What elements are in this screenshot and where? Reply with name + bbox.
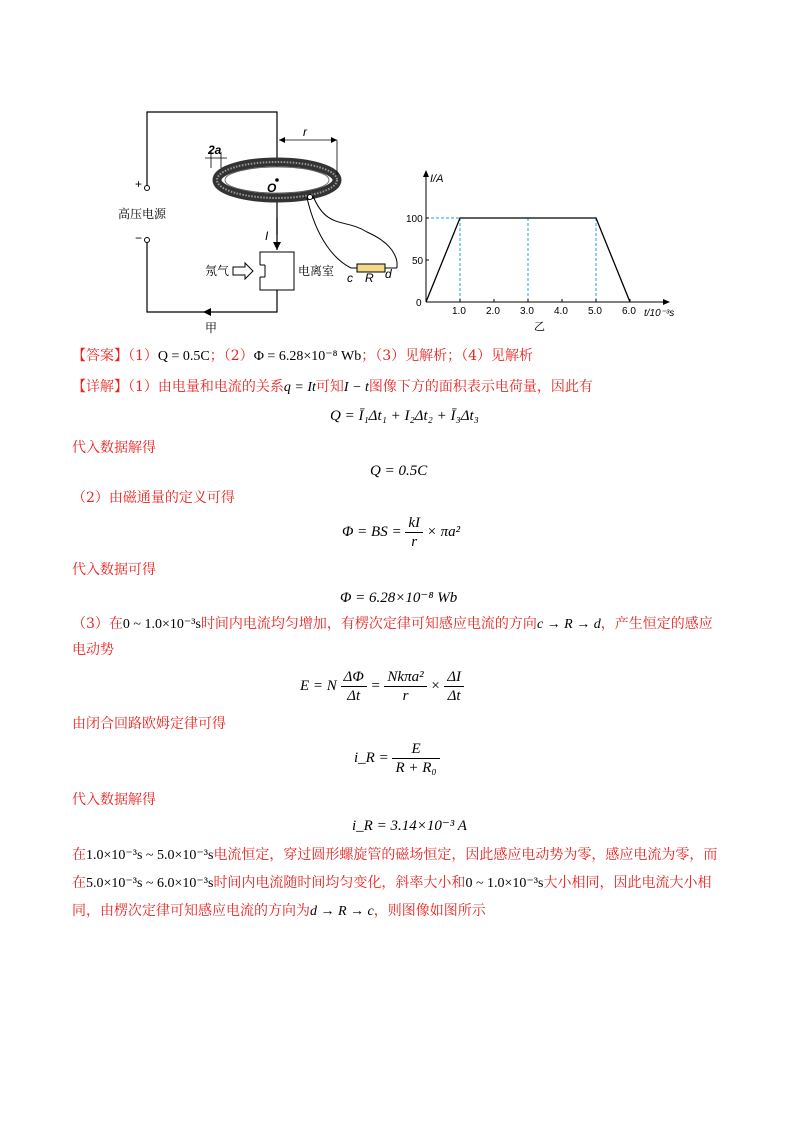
power-supply-label: 高压电源 — [118, 207, 167, 221]
equation-Q-result: Q = 0.5C — [370, 463, 428, 479]
substitute-label-1: 代入数据解得 — [72, 440, 156, 456]
y-axis-arrow — [423, 170, 429, 177]
gas-inlet-arrow — [233, 263, 253, 279]
detail-line-1: 【详解】（1）由电量和电流的关系q = It可知I − t图像下方的面积表示电荷量，因此有 — [72, 379, 593, 395]
minus-sign: − — [135, 231, 143, 245]
figure-jia-circuit — [105, 100, 405, 335]
paragraph-line-2: 在5.0×10⁻³s ~ 6.0×10⁻³s时间内电流随时间均匀变化，斜率大小和0 ~ 1.0×10⁻³s大小相同，因此电流大小相 — [72, 875, 712, 891]
answer-line: 【答案】（1）Q = 0.5C；（2）Φ = 6.28×10⁻⁸ Wb；（3）见解析；（4）见解析 — [72, 348, 534, 364]
detail-line-2: （2）由磁通量的定义可得 — [72, 490, 235, 506]
equation-emf: E = N $\frac{\Delta\Phi}{\Delta t}$ = $\frac{\text{Nkπa²}}{r}$ × $\frac{\Delta I}{\Delta t}$ — [300, 668, 464, 705]
label-c: c — [347, 271, 353, 285]
x-axis-label: t/10⁻³s — [644, 308, 675, 319]
x-tick-label: 1.0 — [452, 306, 466, 317]
label-2a: 2a — [208, 143, 222, 157]
terminal-plus — [145, 186, 150, 191]
terminal-minus — [145, 238, 150, 243]
equation-iR: i_R = $\frac{E}{\text{R + R₀}}$ — [354, 740, 440, 777]
plus-sign: + — [135, 177, 143, 191]
y-tick-label: 50 — [412, 256, 424, 267]
label-O: O — [267, 181, 277, 195]
substitute-label-3: 代入数据解得 — [72, 792, 156, 808]
y-axis-label: I/A — [430, 173, 444, 185]
x-axis-arrow — [663, 299, 670, 305]
figure-yi-chart — [408, 168, 683, 333]
x-tick-label: 3.0 — [520, 306, 534, 317]
caption-jia: 甲 — [205, 321, 218, 335]
equation-flux: Φ = BS = $\frac{kI}{r}$ × πa² — [342, 515, 461, 550]
detail-line-3b: 电动势 — [72, 642, 114, 658]
ion-chamber-label: 电离室 — [298, 264, 335, 278]
label-r: r — [303, 125, 307, 139]
lead-c — [313, 196, 397, 262]
gas-label: 氖气 — [205, 264, 230, 278]
label-R: R — [365, 271, 374, 285]
equation-charge-sum: Q = Ī₁Δt₁ + I₂Δt₂ + Ī₃Δt₃ — [330, 408, 479, 424]
equation-flux-result: Φ = 6.28×10⁻⁸ Wb — [340, 590, 458, 606]
origin-label: 0 — [416, 298, 422, 309]
answer-tag: 【答案】 — [72, 348, 128, 364]
label-I: I — [265, 229, 269, 243]
label-d: d — [385, 267, 392, 281]
current-arrow-I — [273, 242, 281, 250]
paragraph-line-3: 同，由楞次定律可知感应电流的方向为d → R → c，则图像如图所示 — [72, 903, 486, 919]
detail-tag: 【详解】 — [72, 379, 128, 395]
equation-iR-result: i_R = 3.14×10⁻³ A — [352, 818, 467, 834]
x-tick-label: 4.0 — [554, 306, 568, 317]
paragraph-line-1: 在1.0×10⁻³s ~ 5.0×10⁻³s电流恒定，穿过圆形螺旋管的磁场恒定，因此感应电动势为零，感应电流为零，而 — [72, 847, 718, 863]
answer-eq-1: Q = 0.5C — [157, 349, 210, 364]
y-tick-label: 100 — [406, 214, 423, 225]
lead-d — [307, 198, 351, 268]
x-tick-label: 5.0 — [588, 306, 602, 317]
x-tick-label: 6.0 — [622, 306, 636, 317]
caption-yi: 乙 — [534, 321, 545, 333]
x-tick-label: 2.0 — [486, 306, 500, 317]
ohm-law-label: 由闭合回路欧姆定律可得 — [72, 716, 226, 732]
current-arrow-bottom — [203, 308, 211, 316]
answer-eq-2: Φ = 6.28×10⁻⁸ Wb — [253, 349, 362, 364]
fraction-kI-r: $\frac{kI}{r}$ — [405, 514, 423, 551]
substitute-label-2: 代入数据可得 — [72, 562, 156, 578]
detail-line-3: （3）在0 ~ 1.0×10⁻³s时间内电流均匀增加，有楞次定律可知感应电流的方向c → R → d，产生恒定的感应 — [72, 616, 713, 632]
